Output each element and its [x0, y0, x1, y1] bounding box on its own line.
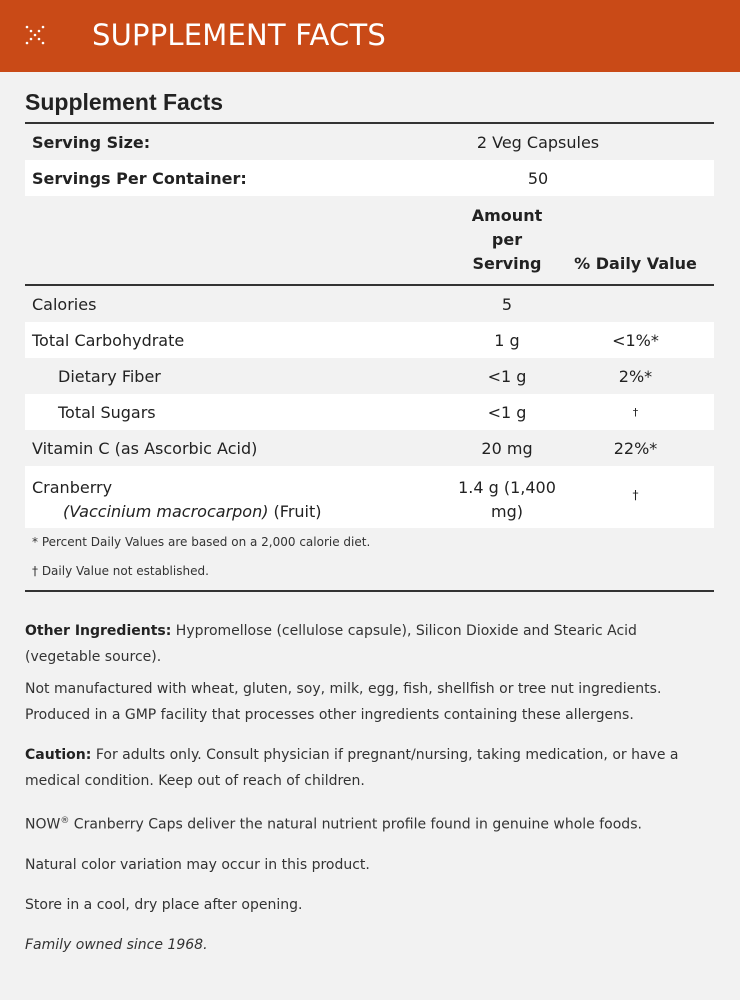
- color-variation-note: Natural color variation may occur in this product.: [25, 856, 370, 873]
- amount-header: [457, 204, 557, 276]
- nutrient-amount: <1 g: [487, 402, 527, 422]
- nutrient-amount: 1 g: [494, 330, 520, 350]
- serving-size-row: [25, 124, 714, 160]
- cranberry-name: Cranberry: [32, 478, 113, 497]
- nutrient-name: Total Sugars: [58, 402, 156, 422]
- cranberry-amount-line1: 1.4 g (1,400: [458, 478, 556, 497]
- nutrient-name: [25, 476, 457, 524]
- amount-header-line1: Amount per: [471, 206, 543, 249]
- nutrient-dv: <1%*: [612, 330, 659, 350]
- nutrient-row: [25, 466, 714, 528]
- nutrient-amount: [457, 476, 557, 524]
- brand-statement: [25, 808, 714, 838]
- allergen-statement: Not manufactured with wheat, gluten, soy, milk, egg, fish, shellfish or tree nut ingredients. Produced in a GMP facility that processes other ingredients containing these allergens.: [25, 681, 662, 723]
- nutrient-dv: 22%*: [613, 438, 658, 458]
- brand-text: Cranberry Caps deliver the natural nutrient profile found in genuine whole foods.: [69, 816, 642, 833]
- daily-value-header: % Daily Value: [574, 254, 697, 273]
- servings-per-container-row: [25, 160, 714, 196]
- nutrient-dv: 2%*: [618, 366, 653, 386]
- nutrient-row: [25, 322, 714, 358]
- servings-per-container-value: 50: [527, 168, 549, 188]
- close-x-icon[interactable]: [24, 24, 46, 46]
- other-ingredients: [25, 618, 714, 670]
- cranberry-latin-italic: (Vaccinium macrocarpon): [63, 502, 269, 521]
- caution-text: For adults only. Consult physician if pregnant/nursing, taking medication, or have a medical condition. Keep out of reach of children.: [25, 747, 679, 789]
- header-title: SUPPLEMENT FACTS: [92, 18, 386, 52]
- storage-note: Store in a cool, dry place after opening.: [25, 896, 303, 913]
- servings-per-container-label: Servings Per Container:: [32, 168, 247, 188]
- amount-header-line2: Serving: [472, 254, 542, 273]
- serving-size-label: Serving Size:: [32, 132, 151, 152]
- facts-title: Supplement Facts: [25, 89, 224, 115]
- header-bar: [0, 0, 740, 72]
- supplement-facts-panel: [25, 72, 714, 958]
- nutrient-dv: †: [632, 488, 639, 502]
- other-ingredients-label: Other Ingredients:: [25, 623, 172, 639]
- nutrient-amount: 5: [501, 294, 513, 314]
- cranberry-amount-line2: mg): [491, 502, 523, 521]
- nutrient-row: [25, 286, 714, 322]
- nutrient-name: Dietary Fiber: [58, 366, 161, 386]
- nutrient-name: Vitamin C (as Ascorbic Acid): [32, 438, 258, 458]
- nutrient-row: [25, 430, 714, 466]
- nutrient-name: Total Carbohydrate: [32, 330, 185, 350]
- cranberry-part: (Fruit): [268, 502, 322, 521]
- footnote-daily-values: * Percent Daily Values are based on a 2,000 calorie diet.: [32, 535, 371, 549]
- nutrient-row: [25, 358, 714, 394]
- nutrient-name: Calories: [32, 294, 97, 314]
- cranberry-latin-name: [32, 502, 322, 521]
- other-ingredients-text: Hypromellose (cellulose capsule), Silicon Dioxide and Stearic Acid (vegetable source).: [25, 623, 637, 665]
- column-headers: [25, 196, 714, 284]
- caution-label: Caution:: [25, 747, 92, 763]
- footnote-not-established: † Daily Value not established.: [32, 564, 209, 578]
- nutrient-dv: †: [632, 405, 639, 419]
- nutrient-amount: 20 mg: [481, 438, 533, 458]
- registered-mark: ®: [60, 816, 70, 826]
- serving-size-value: 2 Veg Capsules: [476, 132, 600, 152]
- brand-name: NOW: [25, 816, 61, 833]
- nutrient-row: [25, 394, 714, 430]
- family-owned-note: Family owned since 1968.: [25, 936, 208, 953]
- caution-statement: [25, 742, 714, 794]
- nutrient-amount: <1 g: [487, 366, 527, 386]
